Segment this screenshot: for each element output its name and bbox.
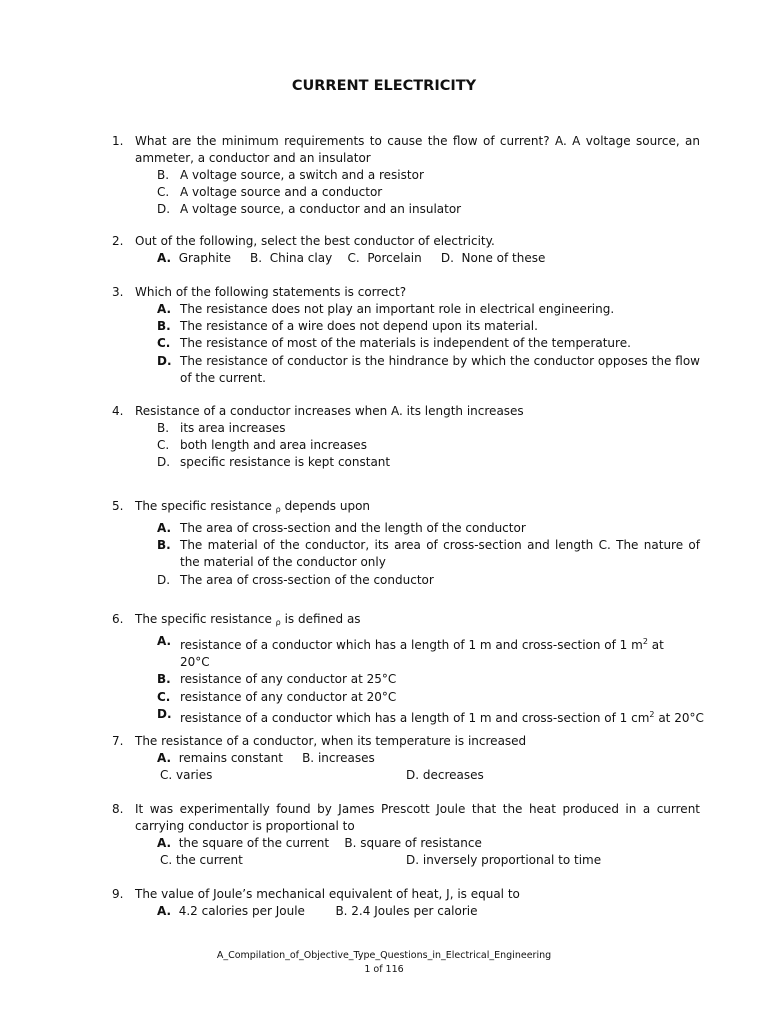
option-b xyxy=(157,420,700,437)
question-1 xyxy=(112,133,700,219)
question-number: 2. xyxy=(112,234,124,248)
question-number: 7. xyxy=(112,734,124,748)
option-text: The resistance does not play an important role in electrical engineering. xyxy=(180,302,615,316)
superscript: 2 xyxy=(642,637,648,646)
question-6 xyxy=(112,611,704,727)
option-text: 4.2 calories per Joule xyxy=(178,904,305,918)
option-text: C. the current xyxy=(160,853,243,867)
option-text: B. increases xyxy=(302,751,375,765)
question-3 xyxy=(112,284,700,387)
options-row xyxy=(157,835,700,852)
question-9 xyxy=(112,886,700,920)
option-b xyxy=(157,537,700,571)
question-number: 5. xyxy=(112,499,124,513)
option-text-tail: at 20°C xyxy=(658,710,704,725)
question-text: The resistance of a conductor, when its temperature is increased xyxy=(135,734,527,748)
option-c xyxy=(157,689,700,706)
question-text-start: The specific resistance xyxy=(135,612,272,626)
options-row xyxy=(157,750,700,767)
question-text-end: depends upon xyxy=(284,499,371,513)
option-text: A voltage source, a switch and a resistor xyxy=(180,168,424,182)
option-text: resistance of any conductor at 20°C xyxy=(180,689,397,704)
question-text: Resistance of a conductor increases when A. its length increases xyxy=(135,404,524,418)
option-letter: D. xyxy=(440,251,454,265)
option-letter: A. xyxy=(157,302,172,316)
question-number: 9. xyxy=(112,887,124,901)
option-letter: C. xyxy=(157,185,170,200)
question-text: The value of Joule’s mechanical equivalent of heat, J, is equal to xyxy=(135,887,520,901)
option-letter: C. xyxy=(157,438,170,453)
option-text: A voltage source, a conductor and an insulator xyxy=(180,202,462,217)
option-c xyxy=(157,184,700,201)
option-d xyxy=(157,353,700,387)
question-text: Out of the following, select the best conductor of electricity. xyxy=(135,234,495,248)
option-text: its area increases xyxy=(180,421,286,435)
option-text: The resistance of a wire does not depend upon its material. xyxy=(180,319,538,334)
option-b xyxy=(157,318,700,335)
option-text: resistance of any conductor at 25°C xyxy=(180,672,397,687)
option-text: Graphite xyxy=(178,251,231,265)
option-letter: D. xyxy=(157,202,171,217)
superscript: 2 xyxy=(649,709,655,719)
option-letter: A. xyxy=(157,904,172,918)
option-letter: D. xyxy=(157,706,172,721)
option-letter: A. xyxy=(157,634,172,648)
option-a xyxy=(157,520,700,537)
page-number: 1 of 116 xyxy=(364,964,404,975)
page-title: CURRENT ELECTRICITY xyxy=(291,78,477,94)
question-5 xyxy=(112,498,700,589)
rho-symbol: ρ xyxy=(275,618,281,627)
option-text: D. decreases xyxy=(406,768,484,782)
option-b xyxy=(157,671,700,688)
question-text: It was experimentally found by James Prescott Joule that the heat produced in a current carrying conductor is proportional to xyxy=(135,802,700,833)
question-2 xyxy=(112,233,700,267)
option-text: remains constant xyxy=(178,751,283,765)
option-letter: A. xyxy=(157,751,172,765)
options-row xyxy=(157,852,700,869)
option-text: None of these xyxy=(461,251,546,265)
option-d xyxy=(157,572,700,589)
option-letter: A. xyxy=(157,521,172,535)
option-text: C. varies xyxy=(160,768,213,782)
question-number: 3. xyxy=(112,285,124,299)
option-text xyxy=(157,706,704,727)
options-row xyxy=(157,903,700,920)
options-row xyxy=(157,250,700,267)
option-a xyxy=(157,301,700,318)
question-number: 8. xyxy=(112,802,124,816)
option-letter: C. xyxy=(157,336,171,351)
option-text: B. 2.4 Joules per calorie xyxy=(335,904,478,918)
question-text-start: The specific resistance xyxy=(135,499,272,513)
option-d xyxy=(157,201,700,218)
option-letter: C. xyxy=(347,251,360,265)
option-c xyxy=(157,437,700,454)
option-text: The area of cross-section and the length of the conductor xyxy=(180,521,526,535)
option-text: the square of the current xyxy=(178,836,330,850)
option-letter: B. xyxy=(157,672,171,687)
option-text-main: resistance of a conductor which has a length of 1 m and cross-section of 1 cm xyxy=(180,710,650,725)
option-text: China clay xyxy=(269,251,333,265)
option-text: The resistance of most of the materials is independent of the temperature. xyxy=(180,336,631,351)
question-text xyxy=(135,498,700,518)
option-b xyxy=(157,167,700,184)
option-letter: D. xyxy=(157,455,171,470)
option-text: both length and area increases xyxy=(180,438,367,453)
option-text: A voltage source and a conductor xyxy=(180,185,383,200)
option-letter: B. xyxy=(250,251,263,265)
option-letter: A. xyxy=(157,836,172,850)
question-text: Which of the following statements is correct? xyxy=(135,285,407,299)
option-letter: C. xyxy=(157,689,171,704)
option-a xyxy=(157,633,700,671)
option-letter: B. xyxy=(157,538,171,553)
option-text: specific resistance is kept constant xyxy=(180,455,391,470)
question-7 xyxy=(112,733,700,784)
option-text-tail: at xyxy=(651,638,664,652)
question-text xyxy=(135,611,700,631)
option-letter: D. xyxy=(157,572,171,587)
question-number: 6. xyxy=(112,612,124,626)
footer-source: A_Compilation_of_Objective_Type_Questions_in_Electrical_Engineering xyxy=(216,950,552,961)
rho-symbol: ρ xyxy=(275,505,281,514)
option-letter: B. xyxy=(157,421,170,435)
option-text: B. square of resistance xyxy=(344,836,482,850)
option-text: The material of the conductor, its area of cross-section and length C. The nature of the material of the conductor only xyxy=(180,538,700,570)
option-text: The area of cross-section of the conductor xyxy=(180,572,434,587)
option-text: The resistance of conductor is the hindrance by which the conductor opposes the flow of the current. xyxy=(180,353,700,385)
option-text-line2: 20°C xyxy=(180,655,210,670)
option-letter: B. xyxy=(157,168,170,182)
question-number: 1. xyxy=(112,134,124,148)
question-text: What are the minimum requirements to cause the flow of current? A. A voltage source, an ammeter, a conductor and an insulator xyxy=(135,134,700,165)
question-4 xyxy=(112,403,700,472)
question-text-end: is defined as xyxy=(284,612,361,626)
option-letter: D. xyxy=(157,353,172,368)
option-text xyxy=(157,633,700,671)
option-d xyxy=(157,454,700,471)
option-letter: A. xyxy=(157,251,172,265)
option-c xyxy=(157,335,700,352)
option-text-main: resistance of a conductor which has a length of 1 m and cross-section of 1 m xyxy=(180,638,643,652)
question-number: 4. xyxy=(112,404,124,418)
options-row xyxy=(157,767,700,784)
option-d xyxy=(157,706,704,727)
option-text: D. inversely proportional to time xyxy=(406,853,602,867)
option-letter: B. xyxy=(157,319,171,334)
question-8 xyxy=(112,801,700,869)
option-text: Porcelain xyxy=(367,251,422,265)
